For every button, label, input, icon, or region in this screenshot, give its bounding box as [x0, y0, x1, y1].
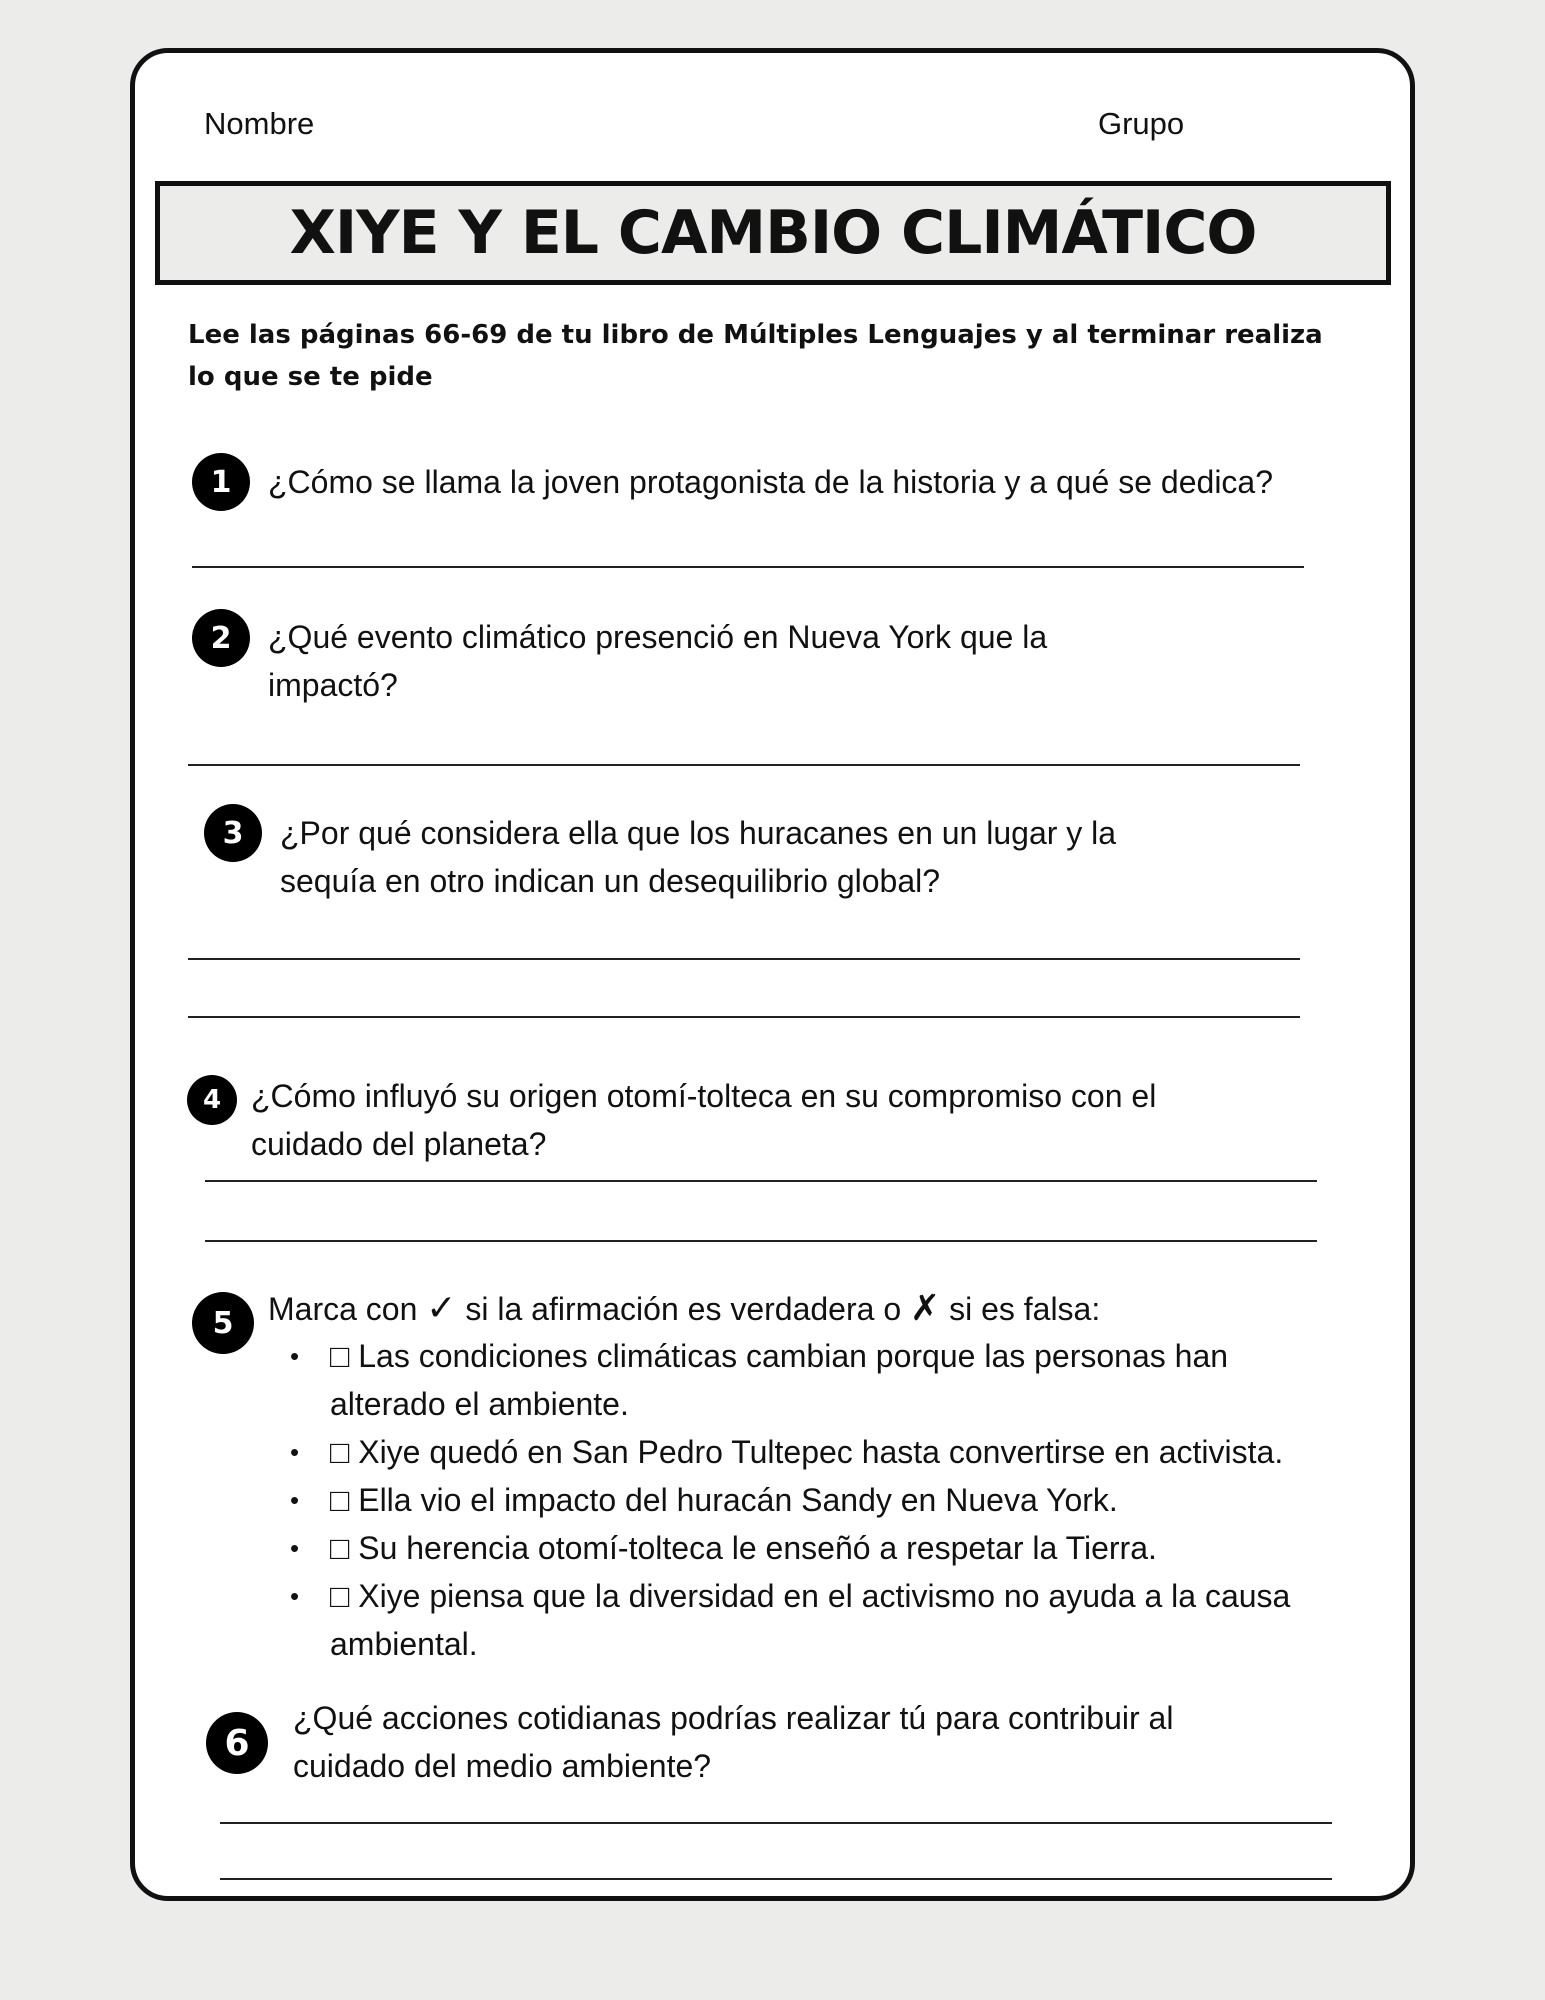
question-4-line-1: ¿Cómo influyó su origen otomí-tolteca en su compromiso con el	[251, 1078, 1157, 1114]
answer-line[interactable]	[220, 1822, 1332, 1824]
bullet: •	[290, 1485, 300, 1515]
check-mark-icon: ✓	[426, 1287, 457, 1328]
statement-5-line-2: ambiental.	[330, 1626, 478, 1662]
question-2-line-2: impactó?	[268, 667, 398, 703]
bullet: •	[290, 1533, 300, 1563]
statement-1-line-1[interactable]: □ Las condiciones climáticas cambian porque las personas han	[330, 1338, 1229, 1374]
question-6-line-1: ¿Qué acciones cotidianas podrías realizar tú para contribuir al	[293, 1700, 1174, 1736]
question-5-prefix: Marca con	[268, 1291, 418, 1327]
question-3-number-badge: 3	[204, 804, 262, 862]
question-2-line-1: ¿Qué evento climático presenció en Nueva York que la	[268, 619, 1048, 655]
answer-line[interactable]	[205, 1240, 1317, 1242]
bullet: •	[290, 1341, 300, 1371]
question-4-number-badge: 4	[187, 1075, 237, 1125]
answer-line[interactable]	[188, 1016, 1300, 1018]
question-5-middle: si la afirmación es verdadera o	[465, 1291, 902, 1327]
answer-line[interactable]	[188, 958, 1300, 960]
list-item	[290, 1572, 1400, 1668]
question-3-line-1: ¿Por qué considera ella que los huracanes en un lugar y la	[280, 815, 1117, 851]
question-5-number-badge: 5	[192, 1292, 254, 1354]
statement-4-text[interactable]: □ Su herencia otomí-tolteca le enseñó a respetar la Tierra.	[330, 1530, 1157, 1566]
list-item	[290, 1332, 1400, 1428]
statement-2-text[interactable]: □ Xiye quedó en San Pedro Tultepec hasta convertirse en activista.	[330, 1434, 1284, 1470]
statement-1-line-2: alterado el ambiente.	[330, 1386, 629, 1422]
bullet: •	[290, 1581, 300, 1611]
question-1-text: ¿Cómo se llama la joven protagonista de la historia y a qué se dedica?	[268, 464, 1274, 500]
answer-line[interactable]	[220, 1878, 1332, 1880]
group-label: Grupo	[1098, 106, 1185, 141]
answer-line[interactable]	[192, 566, 1304, 568]
statement-3-text[interactable]: □ Ella vio el impacto del huracán Sandy en Nueva York.	[330, 1482, 1118, 1518]
question-6-line-2: cuidado del medio ambiente?	[293, 1748, 712, 1784]
page-title: XIYE Y EL CAMBIO CLIMÁTICO	[289, 198, 1257, 268]
true-false-list	[290, 1332, 1400, 1668]
list-item	[290, 1428, 1400, 1476]
title-box	[155, 181, 1391, 285]
question-4-line-2: cuidado del planeta?	[251, 1126, 547, 1162]
bullet: •	[290, 1437, 300, 1467]
answer-line[interactable]	[205, 1180, 1317, 1182]
question-1-number-badge: 1	[192, 453, 250, 511]
question-5-prompt	[268, 1284, 1100, 1333]
question-3-line-2: sequía en otro indican un desequilibrio global?	[280, 863, 941, 899]
list-item	[290, 1524, 1400, 1572]
cross-mark-icon: ✗	[910, 1287, 941, 1328]
statement-5-line-1[interactable]: □ Xiye piensa que la diversidad en el activismo no ayuda a la causa	[330, 1578, 1291, 1614]
answer-line[interactable]	[188, 764, 1300, 766]
question-2-number-badge: 2	[192, 609, 250, 667]
instructions: Lee las páginas 66-69 de tu libro de Múltiples Lenguajes y al terminar realiza lo que se te pide	[188, 320, 1323, 392]
question-6-number-badge: 6	[206, 1712, 268, 1774]
question-5-suffix: si es falsa:	[949, 1291, 1101, 1327]
list-item	[290, 1476, 1400, 1524]
name-label: Nombre	[204, 106, 315, 141]
